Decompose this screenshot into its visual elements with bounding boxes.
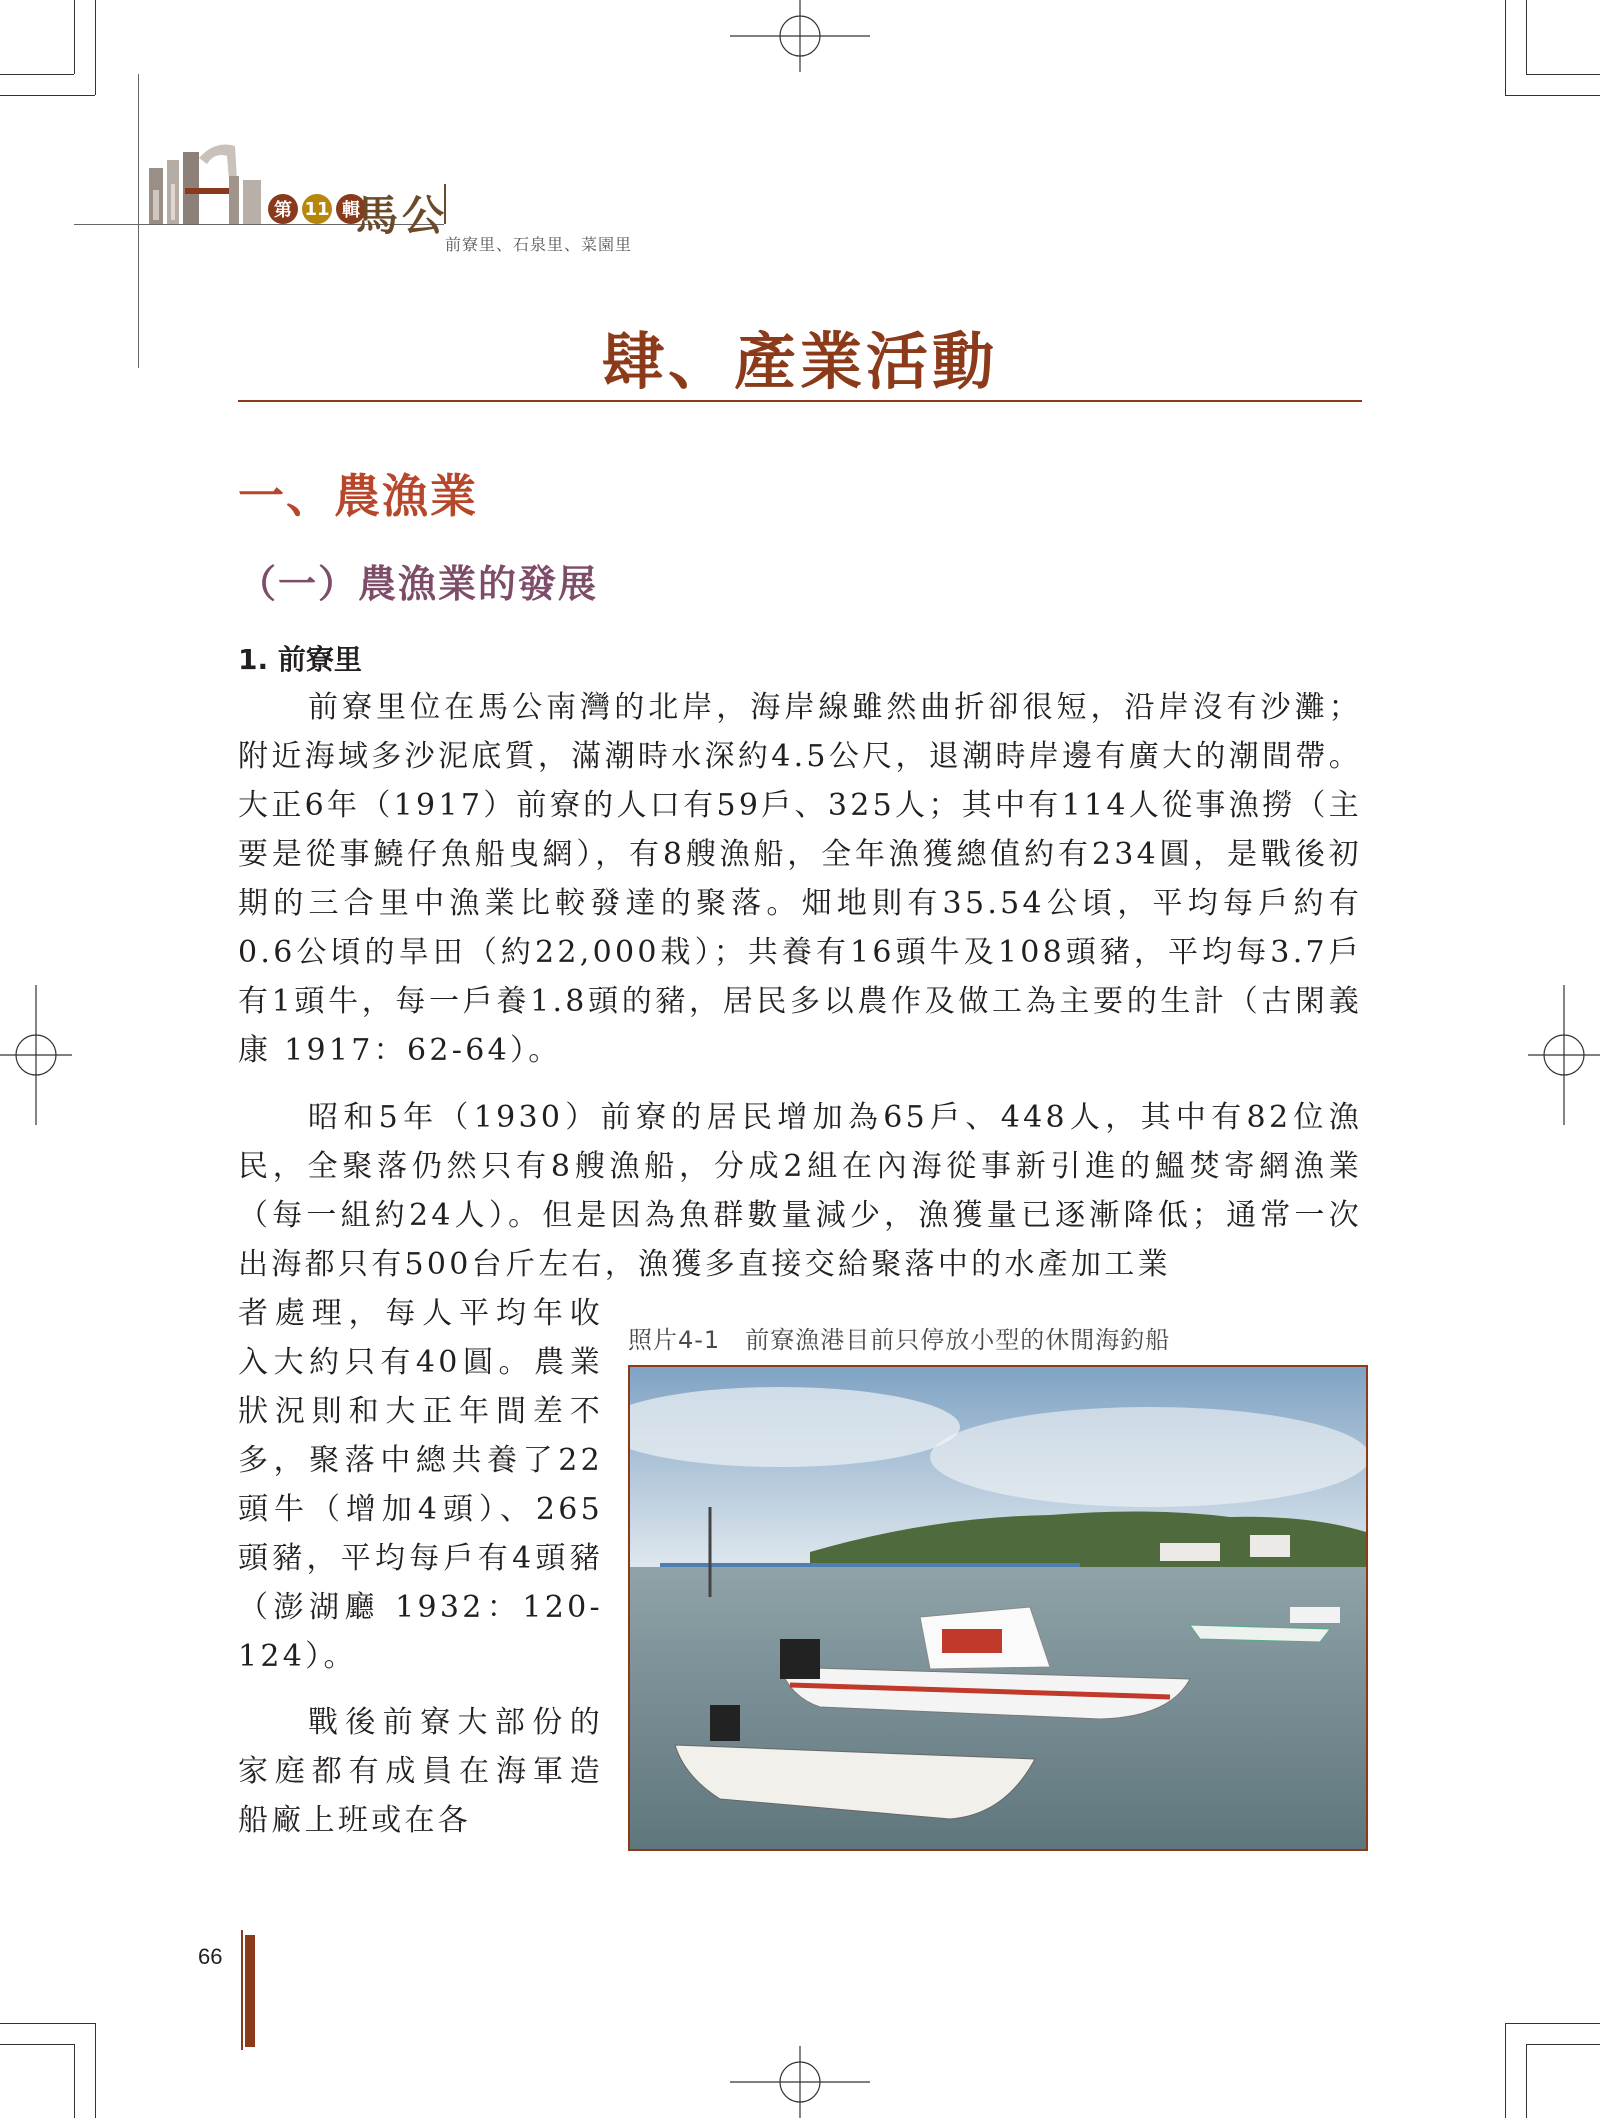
- gate-illustration: [145, 140, 265, 224]
- registration-mark-left: [0, 985, 72, 1125]
- page-number: 66: [198, 1944, 223, 1969]
- village-list: 前寮里、石泉里、菜園里: [445, 235, 633, 254]
- item-heading: 1. 前寮里: [238, 643, 362, 676]
- photo-caption: 照片4-1 前寮漁港目前只停放小型的休閒海釣船: [628, 1326, 1171, 1354]
- harbor-photo: [628, 1365, 1368, 1851]
- chapter-badge-number: 11: [302, 194, 332, 224]
- subsection-heading: （一）農漁業的發展: [238, 562, 599, 606]
- chapter-badge-suffix: 輯: [336, 194, 366, 224]
- registration-mark-bottom: [730, 2046, 870, 2118]
- chapter-badge: [268, 194, 366, 224]
- chapter-name: 馬公: [356, 191, 449, 240]
- paragraph-3: 者處理，每人平均年收入大約只有40圓。農業狀況則和大正年間差不多，聚落中總共養了22頭牛（增加4頭）、265頭豬，平均每戶有4頭豬（澎湖廳 1932：120-124）。: [238, 1296, 603, 1674]
- harbor-photo-illustration: [630, 1367, 1366, 1849]
- title-rule: [238, 400, 1362, 402]
- paragraph-2: 昭和5年（1930）前寮的居民增加為65戶、448人，其中有82位漁民，全聚落仍然只有8艘漁船，分成2組在內海從事新引進的鰮焚寄網漁業（每一組約24人）。但是因為魚群數量減少，漁獲量已逐漸降低；通常一次出海都只有500台斤左右，漁獲多直接交給聚落中的水產加工業: [238, 1100, 1362, 1282]
- registration-mark-right: [1528, 985, 1600, 1125]
- paragraph-1: 前寮里位在馬公南灣的北岸，海岸線雖然曲折卻很短，沿岸沒有沙灘；附近海域多沙泥底質，滿潮時水深約4.5公尺，退潮時岸邊有廣大的潮間帶。大正6年（1917）前寮的人口有59戶、325人；其中有114人從事漁撈（主要是從事鱙仔魚船曳網），有8艘漁船，全年漁獲總值約有234圓，是戰後初期的三合里中漁業比較發達的聚落。畑地則有35.54公頃，平均每戶約有0.6公頃的旱田（約22,000栽）；共養有16頭牛及108頭豬，平均每3.7戶有1頭牛，每一戶養1.8頭的豬，居民多以農作及做工為主要的生計（古閑義康 1917：62-64）。: [238, 690, 1362, 1068]
- page-bar: [245, 1935, 255, 2047]
- paragraph-4: 戰後前寮大部份的家庭都有成員在海軍造船廠上班或在各: [238, 1705, 603, 1838]
- page-bar-thin: [241, 1930, 243, 2050]
- chapter-badge-prefix: 第: [268, 194, 298, 224]
- section-heading: 一、農漁業: [238, 469, 478, 523]
- registration-mark-top: [730, 0, 870, 72]
- page-title: 肆、產業活動: [601, 325, 998, 398]
